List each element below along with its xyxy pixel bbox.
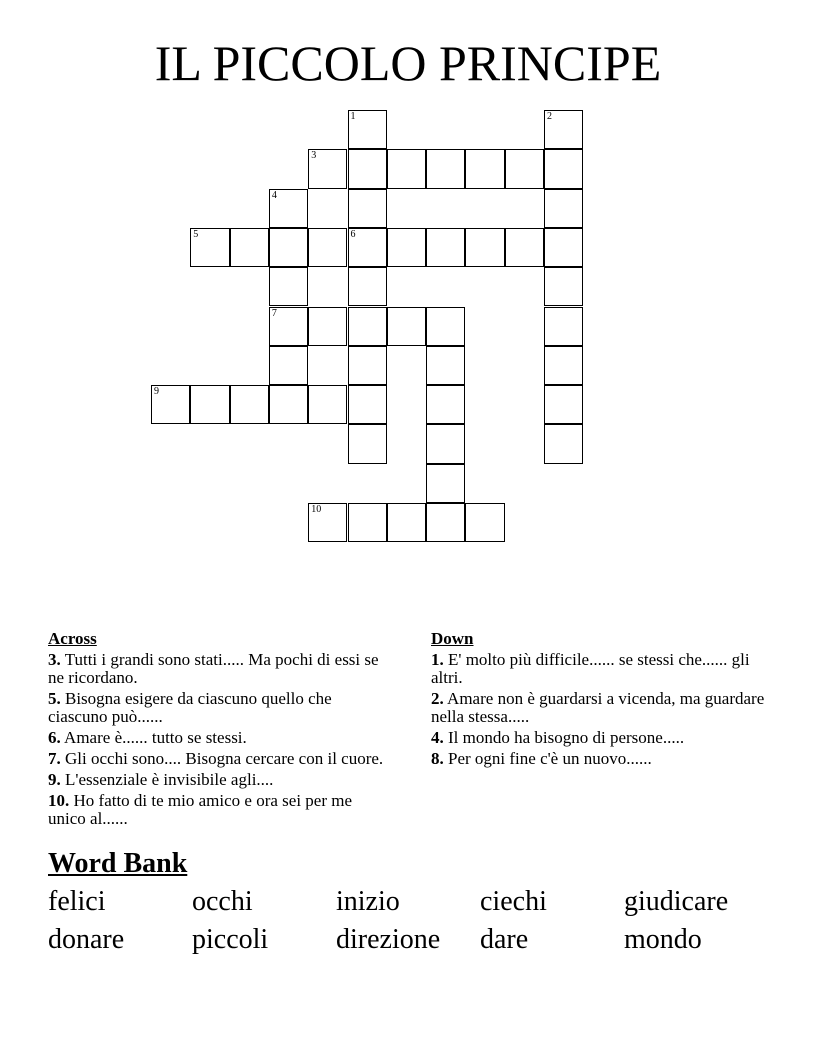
clue-text: Ho fatto di te mio amico e ora sei per me unico al...... [48,791,353,828]
word-bank-word: dare [480,924,529,955]
clue-num: 6. [48,728,61,747]
clue-text: L'essenziale è invisibile agli.... [60,770,274,789]
grid-cell[interactable] [544,110,583,149]
clue-num: 2. [431,689,444,708]
grid-cell[interactable] [269,307,308,346]
grid-cell[interactable] [190,385,229,424]
grid-cell[interactable] [426,228,465,267]
clue-num: 1. [431,650,444,669]
across-clue [48,651,385,687]
grid-cell[interactable] [426,385,465,424]
grid-cell[interactable] [308,503,347,542]
word-bank-word: direzione [336,924,441,955]
grid-cell[interactable] [426,307,465,346]
grid-cell[interactable] [465,149,504,188]
clue-number: 4 [271,189,277,201]
clue-number: 7 [271,307,277,319]
grid-cell[interactable] [269,228,308,267]
grid-cell[interactable] [151,385,190,424]
clue-num: 5. [48,689,61,708]
grid-cell[interactable] [348,110,387,149]
clue-text: Il mondo ha bisogno di persone..... [443,728,685,747]
clue-text: Amare è...... tutto se stessi. [60,728,247,747]
grid-cell[interactable] [308,385,347,424]
grid-cell[interactable] [544,189,583,228]
grid-cell[interactable] [269,189,308,228]
clue-num: 3. [48,650,61,669]
word-bank-word: giudicare [624,886,729,917]
grid-cell[interactable] [426,424,465,463]
grid-cell[interactable] [269,385,308,424]
across-clue [48,690,385,726]
grid-cell[interactable] [544,267,583,306]
grid-cell[interactable] [387,228,426,267]
grid-cell[interactable] [348,424,387,463]
clue-num: 10. [48,791,70,810]
grid-cell[interactable] [269,267,308,306]
clue-text: Bisogna esigere da ciascuno quello che ciascuno può...... [48,689,332,726]
grid-cell[interactable] [308,228,347,267]
clue-number: 9 [154,386,159,398]
across-clue-list [48,651,385,828]
word-bank-word: inizio [336,886,400,917]
grid-cell[interactable] [505,228,544,267]
grid-cell[interactable] [230,228,269,267]
grid-cell[interactable] [348,307,387,346]
grid-cell[interactable] [387,149,426,188]
down-clue [431,690,768,726]
grid-cell[interactable] [190,228,229,267]
grid-cell[interactable] [544,228,583,267]
grid-cell[interactable] [387,307,426,346]
across-clue [48,792,385,828]
word-bank-word: felici [48,886,106,917]
word-bank-word: occhi [192,886,253,917]
clue-text: Per ogni fine c'è un nuovo...... [443,749,652,768]
grid-cell[interactable] [544,307,583,346]
word-bank-word: piccoli [192,924,269,955]
word-bank-list [48,884,788,958]
across-clue [48,729,385,747]
down-clue [431,729,768,747]
grid-cell[interactable] [269,346,308,385]
grid-cell[interactable] [426,346,465,385]
word-bank-word: ciechi [480,886,547,917]
clue-text: Tutti i grandi sono stati..... Ma pochi di essi se ne ricordano. [48,650,379,687]
grid-cell[interactable] [544,149,583,188]
clue-number: 1 [350,111,356,122]
clue-number: 2 [547,111,552,122]
grid-cell[interactable] [465,228,504,267]
grid-cell[interactable] [426,503,465,542]
grid-cell[interactable] [426,149,465,188]
word-bank-title: Word Bank [48,848,188,879]
down-clue [431,750,768,768]
grid-cell[interactable] [348,267,387,306]
grid-cell[interactable] [348,503,387,542]
grid-cell[interactable] [505,149,544,188]
grid-cell[interactable] [230,385,269,424]
grid-cell[interactable] [544,346,583,385]
clue-text: Amare non è guardarsi a vicenda, ma guardare nella stessa..... [431,689,765,726]
clue-number: 3 [311,150,317,162]
puzzle-title: IL PICCOLO PRINCIPE [154,35,662,91]
clues-section [48,630,768,845]
across-clue [48,750,385,768]
across-clue [48,771,385,789]
clue-text: E' molto più difficile...... se stessi che...... gli altri. [431,650,750,687]
clue-number: 6 [350,228,356,240]
grid-cell[interactable] [387,503,426,542]
down-clue-list [431,651,768,768]
grid-cell[interactable] [348,149,387,188]
grid-cell[interactable] [308,307,347,346]
grid-cell[interactable] [348,346,387,385]
word-bank-word: donare [48,924,125,955]
grid-cell[interactable] [348,385,387,424]
grid-cell[interactable] [544,424,583,463]
down-heading: Down [431,629,474,648]
grid-cell[interactable] [348,228,387,267]
clue-num: 4. [431,728,444,747]
clue-number: 5 [193,228,199,240]
clue-num: 7. [48,749,61,768]
grid-cell[interactable] [544,385,583,424]
grid-cell[interactable] [426,464,465,503]
grid-cell[interactable] [465,503,504,542]
grid-cell[interactable] [348,189,387,228]
clue-number: 10 [311,504,322,515]
across-heading: Across [48,629,97,648]
clue-text: Gli occhi sono.... Bisogna cercare con il cuore. [60,749,384,768]
word-bank-word: mondo [624,924,702,955]
down-clue [431,651,768,687]
clue-num: 8. [431,749,444,768]
grid-cell[interactable] [308,149,347,188]
clue-num: 9. [48,770,61,789]
